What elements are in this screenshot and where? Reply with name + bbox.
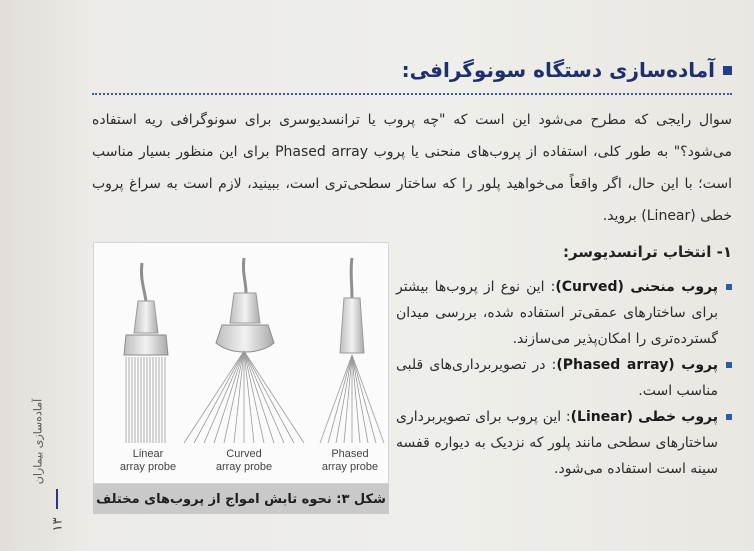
heading-bullet-icon xyxy=(723,66,732,75)
phased-label-2: array probe xyxy=(321,461,379,473)
curved-label-2: array probe xyxy=(215,461,273,473)
probe-figure xyxy=(93,242,389,484)
curved-label-1: Curved xyxy=(226,448,262,460)
linear-label-1: Linear xyxy=(132,448,164,460)
phased-probe-icon xyxy=(320,258,384,443)
list-item-desc: : این نوع از پروب‌ها بیشتر برای ساختارهای عمقی‌تر استفاده شده، بررسی میدان گسترده‌تری را امکان‌پذیر می‌سازند. xyxy=(396,279,718,347)
list-item xyxy=(396,404,732,482)
list-item-desc: : در تصویربرداری‌های قلبی مناسب است. xyxy=(396,357,718,399)
page-number-text: ۱۳ xyxy=(50,517,66,532)
list-item xyxy=(396,274,732,352)
curved-probe-icon xyxy=(184,258,304,443)
section-heading xyxy=(402,58,732,82)
phased-beams xyxy=(320,355,384,443)
dotted-divider xyxy=(92,93,732,95)
linear-beams xyxy=(126,357,165,443)
page-number xyxy=(47,513,69,535)
chapter-name: آماده‌سازی بیماران xyxy=(31,398,45,485)
list-item-desc: : این پروب برای تصویربرداری ساختارهای سطحی مانند پلور که نزدیک به دیواره قفسه سینه است استفاده می‌شود. xyxy=(396,409,718,477)
linear-probe-icon xyxy=(124,263,168,443)
list-item-term: پروب خطی (Linear) xyxy=(570,409,718,425)
linear-label-2: array probe xyxy=(119,461,177,473)
probe-illustration xyxy=(94,243,388,483)
probe-list xyxy=(396,274,732,482)
list-item-term: پروب منحنی (Curved) xyxy=(555,279,718,295)
chapter-marker xyxy=(56,489,58,509)
section-title: آماده‌سازی دستگاه سونوگرافی: xyxy=(401,58,715,82)
list-item xyxy=(396,352,732,404)
chapter-running-head xyxy=(28,395,46,495)
curved-beams xyxy=(184,351,304,443)
phased-label-1: Phased xyxy=(331,448,369,460)
intro-paragraph: سوال رایجی که مطرح می‌شود این است که "چه پروب یا ترانسدیوسری برای سونوگرافی ریه استفاده می‌شود؟" به طور کلی، استفاده از پروب‌های منحنی یا پروب Phased array برای این منظور بسیار مناسب است؛ با این حال، اگر واقعاً می‌خواهید پلور را که ساختار سطحی‌تری است، ببینید، لازم است به سراغ پروب خطی (Linear) بروید. xyxy=(92,112,732,224)
subsection-title: ۱- انتخاب ترانسدیوسر: xyxy=(562,243,732,261)
figure-caption: شکل ۳: نحوه تابش امواج از پروب‌های مختلف xyxy=(93,484,389,514)
list-item-term: پروب (Phased array) xyxy=(556,357,719,373)
